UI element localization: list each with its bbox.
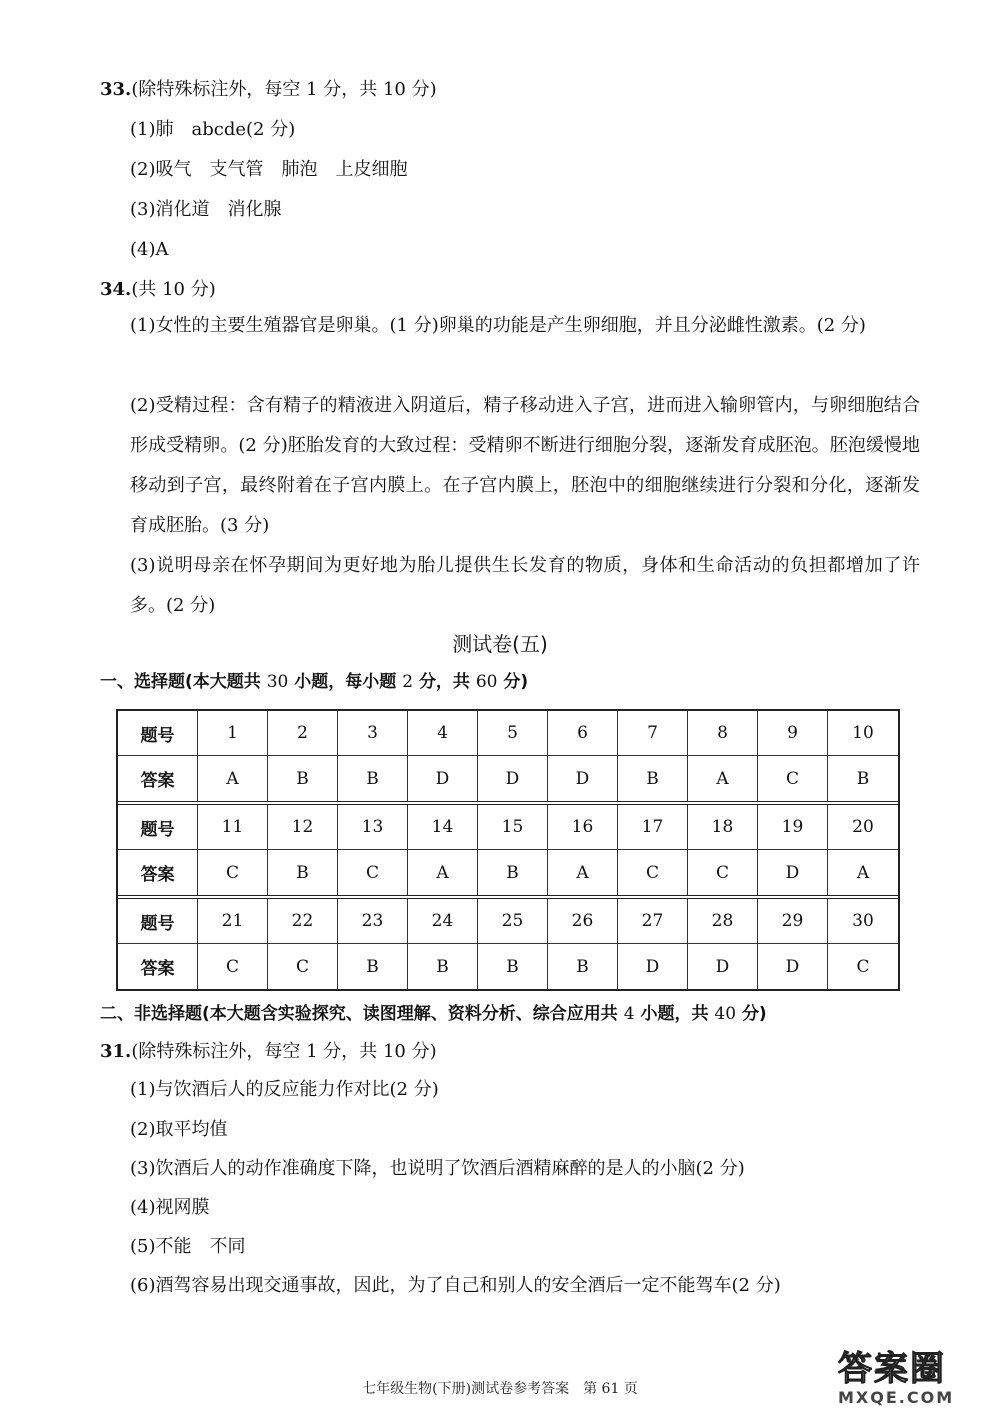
answer-cell: D bbox=[758, 944, 828, 989]
part2-text: 分) bbox=[741, 1004, 767, 1024]
q34-note: (共 10 分) bbox=[131, 279, 216, 300]
answer-cell: B bbox=[478, 850, 548, 895]
question-number-cell: 24 bbox=[408, 899, 478, 944]
q31-item: (6)酒驾容易出现交通事故，因此，为了自己和别人的安全酒后一定不能驾车(2 分) bbox=[130, 1275, 781, 1296]
answer-cell: C bbox=[688, 850, 758, 895]
answer-cell: D bbox=[478, 756, 548, 801]
question-number-cell: 22 bbox=[268, 899, 338, 944]
row-header-question-number: 题号 bbox=[118, 899, 198, 944]
q34-answer-3: (3)说明母亲在怀孕期间为更好地为胎儿提供生长发育的物质，身体和生命活动的负担都增加了许多。(2 分) bbox=[130, 555, 920, 616]
question-number-cell: 5 bbox=[478, 711, 548, 756]
answer-cell: D bbox=[408, 756, 478, 801]
part1-total: 60 bbox=[475, 672, 498, 692]
answer-cell: B bbox=[268, 756, 338, 801]
question-number-cell: 2 bbox=[268, 711, 338, 756]
answer-cell: C bbox=[198, 944, 268, 989]
part2-heading bbox=[100, 1002, 767, 1026]
answer-cell: D bbox=[758, 850, 828, 895]
watermark-logo bbox=[838, 1350, 988, 1410]
q33-item: (4)A bbox=[130, 239, 169, 260]
section-title: 测试卷(五) bbox=[452, 632, 548, 656]
answer-table bbox=[116, 709, 900, 991]
question-number-cell: 9 bbox=[758, 711, 828, 756]
q33-heading bbox=[100, 78, 437, 102]
q33-number: 33. bbox=[100, 79, 132, 100]
answer-cell: B bbox=[856, 768, 870, 789]
question-number-cell: 8 bbox=[688, 711, 758, 756]
answer-cell: A bbox=[688, 756, 758, 801]
answer-cell: C bbox=[856, 956, 870, 977]
row-header-question-number: 题号 bbox=[118, 711, 198, 756]
question-number-cell: 29 bbox=[758, 899, 828, 944]
question-number-cell: 7 bbox=[618, 711, 688, 756]
part1-text: 分，共 bbox=[418, 672, 470, 692]
q31-note: (除特殊标注外，每空 1 分，共 10 分) bbox=[131, 1041, 437, 1062]
q31-item: (5)不能 不同 bbox=[130, 1236, 246, 1257]
question-number-cell: 21 bbox=[198, 899, 268, 944]
question-number-cell: 1 bbox=[198, 711, 268, 756]
watermark-main: 答案圈 bbox=[838, 1349, 946, 1389]
question-number-cell: 15 bbox=[478, 805, 548, 850]
row-header-question-number: 题号 bbox=[118, 805, 198, 850]
answer-cell: D bbox=[548, 756, 618, 801]
answer-cell: C bbox=[758, 756, 828, 801]
question-number-cell: 18 bbox=[688, 805, 758, 850]
answer-cell: C bbox=[338, 850, 408, 895]
q31-item: (2)取平均值 bbox=[130, 1119, 228, 1140]
answer-cell: B bbox=[268, 850, 338, 895]
question-number-cell: 26 bbox=[548, 899, 618, 944]
answer-table-block bbox=[118, 801, 898, 895]
question-number-cell: 11 bbox=[198, 805, 268, 850]
row-header-answer: 答案 bbox=[118, 850, 198, 895]
answer-cell: A bbox=[408, 850, 478, 895]
answer-cell: D bbox=[618, 944, 688, 989]
question-number-cell: 6 bbox=[548, 711, 618, 756]
question-number-cell: 20 bbox=[828, 805, 898, 850]
q31-heading bbox=[100, 1040, 437, 1064]
answer-cell: B bbox=[548, 944, 618, 989]
answer-cell: B bbox=[618, 756, 688, 801]
q34-number: 34. bbox=[100, 279, 132, 300]
part2-label: 二、非选择题(本大题含实验探究、读图理解、资料分析、综合应用共 bbox=[100, 1004, 618, 1024]
question-number-cell: 13 bbox=[338, 805, 408, 850]
watermark-sub: MXQE.COM bbox=[838, 1388, 955, 1407]
part2-total: 40 bbox=[714, 1004, 737, 1024]
part1-text: 小题，每小题 bbox=[294, 672, 397, 692]
q33-note: (除特殊标注外，每空 1 分，共 10 分) bbox=[131, 79, 437, 100]
q33-item: (1)肺 abcde(2 分) bbox=[130, 119, 296, 140]
answer-cell: C bbox=[268, 944, 338, 989]
question-number-cell: 19 bbox=[758, 805, 828, 850]
question-number-cell: 10 bbox=[828, 711, 898, 756]
part2-text: 小题，共 bbox=[640, 1004, 709, 1024]
part1-text: 分) bbox=[503, 672, 529, 692]
q34-answer-2: (2)受精过程：含有精子的精液进入阴道后，精子移动进入子宫，进而进入输卵管内，与卵细胞结合形成受精卵。(2 分)胚胎发育的大致过程：受精卵不断进行细胞分裂，逐渐发育成胚泡。胚泡缓慢地移动到子宫，最终附着在子宫内膜上。在子宫内膜上，胚泡中的细胞继续进行分裂和分化，逐渐发育成胚胎。(3 分) bbox=[130, 395, 920, 536]
q33-item: (3)消化道 消化腺 bbox=[130, 199, 282, 220]
question-number-cell: 28 bbox=[688, 899, 758, 944]
part1-heading bbox=[100, 670, 528, 694]
q31-item: (4)视网膜 bbox=[130, 1197, 210, 1218]
answer-cell: A bbox=[856, 862, 870, 883]
part2-count: 4 bbox=[623, 1004, 635, 1024]
part1-count: 30 bbox=[266, 672, 289, 692]
answer-table-block bbox=[118, 895, 898, 989]
answer-cell: A bbox=[548, 850, 618, 895]
answer-cell: C bbox=[198, 850, 268, 895]
row-header-answer: 答案 bbox=[118, 756, 198, 801]
question-number-cell: 12 bbox=[268, 805, 338, 850]
answer-table-block bbox=[118, 711, 898, 801]
question-number-cell: 30 bbox=[828, 899, 898, 944]
q34-answer-1: (1)女性的主要生殖器官是卵巢。(1 分)卵巢的功能是产生卵细胞，并且分泌雌性激素。(2 分) bbox=[130, 315, 866, 336]
answer-cell: B bbox=[408, 944, 478, 989]
q33-item: (2)吸气 支气管 肺泡 上皮细胞 bbox=[130, 159, 408, 180]
answer-cell: A bbox=[198, 756, 268, 801]
row-header-answer: 答案 bbox=[118, 944, 198, 989]
answer-cell: D bbox=[688, 944, 758, 989]
part1-points-each: 2 bbox=[402, 672, 414, 692]
question-number-cell: 4 bbox=[408, 711, 478, 756]
question-number-cell: 23 bbox=[338, 899, 408, 944]
answer-cell: C bbox=[618, 850, 688, 895]
question-number-cell: 14 bbox=[408, 805, 478, 850]
question-number-cell: 16 bbox=[548, 805, 618, 850]
q34-heading bbox=[100, 278, 216, 302]
question-number-cell: 27 bbox=[618, 899, 688, 944]
page-footer: 七年级生物(下册)测试卷参考答案 第 61 页 bbox=[362, 1381, 638, 1397]
question-number-cell: 3 bbox=[338, 711, 408, 756]
q31-number: 31. bbox=[100, 1041, 132, 1062]
answer-cell: B bbox=[478, 944, 548, 989]
question-number-cell: 25 bbox=[478, 899, 548, 944]
answer-cell: B bbox=[338, 944, 408, 989]
part1-label: 一、选择题(本大题共 bbox=[100, 672, 261, 692]
question-number-cell: 17 bbox=[618, 805, 688, 850]
q31-item: (1)与饮酒后人的反应能力作对比(2 分) bbox=[130, 1079, 439, 1100]
answer-cell: B bbox=[338, 756, 408, 801]
q31-item: (3)饮酒后人的动作准确度下降，也说明了饮酒后酒精麻醉的是人的小脑(2 分) bbox=[130, 1158, 745, 1179]
